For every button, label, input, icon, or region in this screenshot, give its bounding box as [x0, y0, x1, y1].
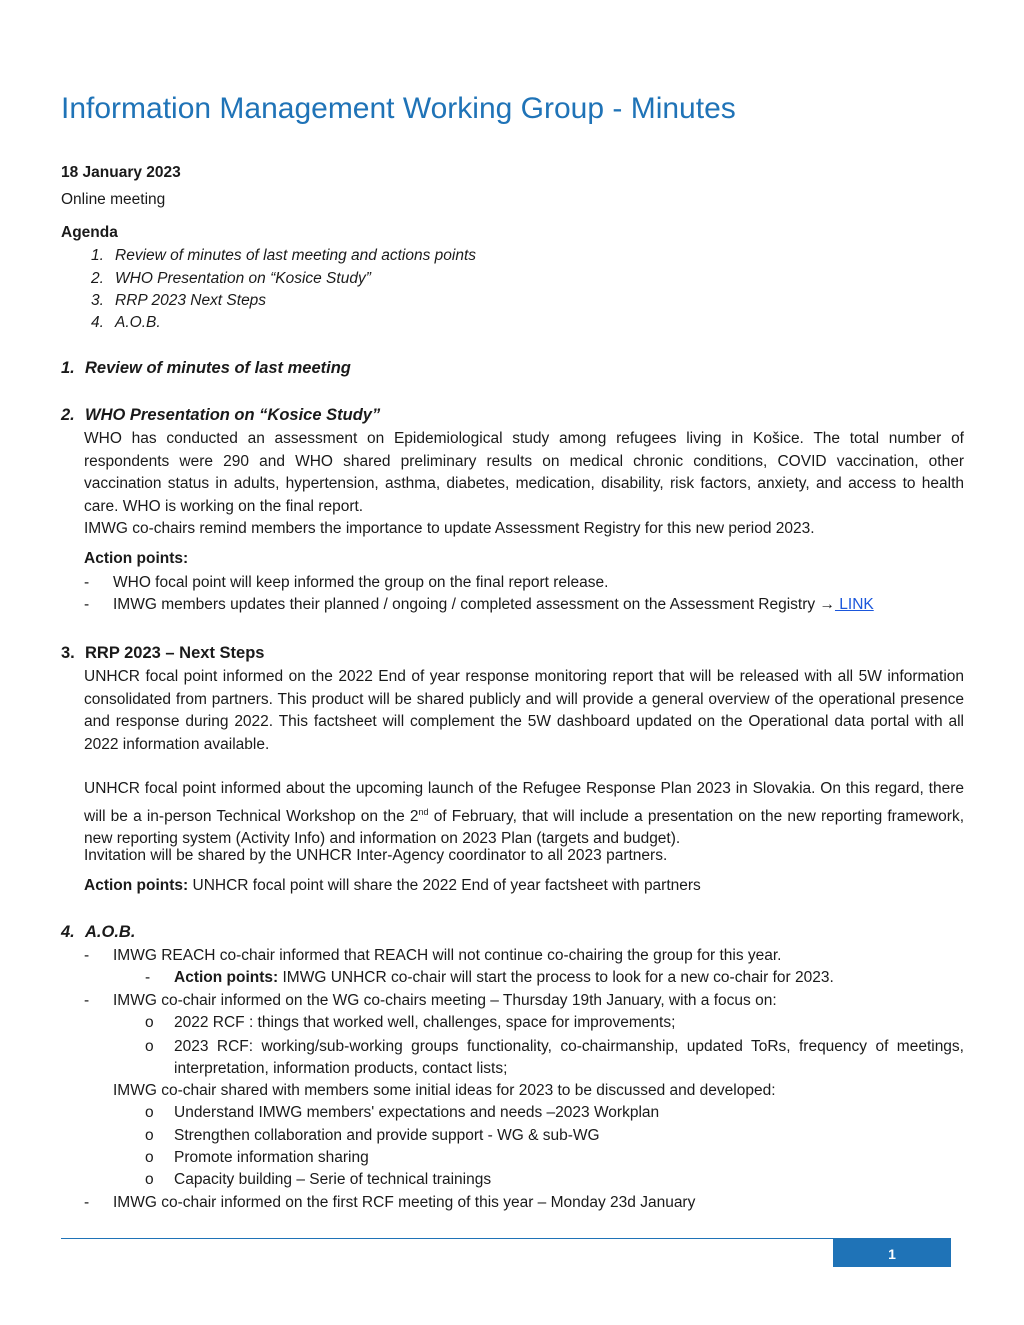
action-points-label: Action points: [84, 550, 189, 567]
page-number: 1 [833, 1239, 951, 1267]
footer-divider [61, 1238, 951, 1239]
paragraph: IMWG co-chairs remind members the importance to update Assessment Registry for this new period 2023. [84, 520, 815, 537]
list-item-sub: o 2022 RCF : things that worked well, challenges, space for improvements; [145, 1014, 676, 1031]
assessment-registry-link[interactable]: LINK [834, 596, 874, 613]
list-item-sub: - Action points: IMWG UNHCR co-chair will start the process to look for a new co-chair for 2023. [145, 969, 834, 986]
paragraph: IMWG co-chair shared with members some initial ideas for 2023 to be discussed and developed: [113, 1082, 776, 1099]
circle-bullet: o [145, 1038, 154, 1055]
agenda-item: 1. Review of minutes of last meeting and actions points [91, 247, 476, 264]
list-item: - IMWG members updates their planned / ongoing / completed assessment on the Assessment Registry → LINK [84, 596, 874, 613]
section-heading: 3. RRP 2023 – Next Steps [61, 644, 265, 662]
list-item: - IMWG co-chair informed on the first RCF meeting of this year – Monday 23d January [84, 1194, 696, 1211]
list-item-sub: o Capacity building – Serie of technical trainings [145, 1171, 492, 1188]
list-item-sub: o Strengthen collaboration and provide support - WG & sub-WG [145, 1127, 600, 1144]
list-item-sub: o Understand IMWG members' expectations and needs –2023 Workplan [145, 1104, 660, 1121]
agenda-item: 4. A.O.B. [91, 314, 161, 331]
paragraph: UNHCR focal point informed about the upcoming launch of the Refugee Response Plan 2023 in Slovakia. On this regard, there will be a in-person Technical Workshop on the 2nd of February, that will include a presentation on the new reporting framework, new reporting system (Activity Info) and information on 2023 Plan (targets and budget). [84, 780, 964, 848]
paragraph: UNHCR focal point informed on the 2022 End of year response monitoring report that will be released with all 5W information consolidated from partners. This product will be shared publicly and will provide a general overview of the operational presence and response during 2022. This factsheet will complement the 5W dashboard updated on the Operational data portal with all 2022 information available. [84, 668, 964, 753]
paragraph: Invitation will be shared by the UNHCR Inter-Agency coordinator to all 2023 partners. [84, 847, 668, 864]
action-points: Action points: UNHCR focal point will share the 2022 End of year factsheet with partners [84, 877, 701, 894]
list-item: - WHO focal point will keep informed the group on the final report release. [84, 574, 609, 591]
meeting-type: Online meeting [61, 191, 166, 208]
section-heading: 4. A.O.B. [61, 923, 136, 941]
agenda-item: 3. RRP 2023 Next Steps [91, 292, 267, 309]
section-heading: 1. Review of minutes of last meeting [61, 359, 351, 377]
list-item: - IMWG co-chair informed on the WG co-chairs meeting – Thursday 19th January, with a focus on: [84, 992, 777, 1009]
document-title: Information Management Working Group - Minutes [61, 92, 736, 125]
meeting-date: 18 January 2023 [61, 164, 181, 181]
list-item-sub-text: 2023 RCF: working/sub-working groups functionality, co-chairmanship, updated ToRs, frequency of meetings, interpretation, information products, contact lists; [174, 1038, 964, 1077]
agenda-heading: Agenda [61, 224, 118, 241]
list-item-sub: o Promote information sharing [145, 1149, 369, 1166]
agenda-item: 2. WHO Presentation on “Kosice Study” [91, 270, 371, 287]
list-item: - IMWG REACH co-chair informed that REACH will not continue co-chairing the group for this year. [84, 947, 782, 964]
paragraph: WHO has conducted an assessment on Epidemiological study among refugees living in Košice. The total number of respondents were 290 and WHO shared preliminary results on medical chronic conditions, COVID vaccination, other vaccination status in adults, hypertension, asthma, diabetes, medication, disability, risk factors, anxiety, and access to health care. WHO is working on the final report. [84, 430, 964, 515]
section-heading: 2. WHO Presentation on “Kosice Study” [61, 406, 381, 424]
